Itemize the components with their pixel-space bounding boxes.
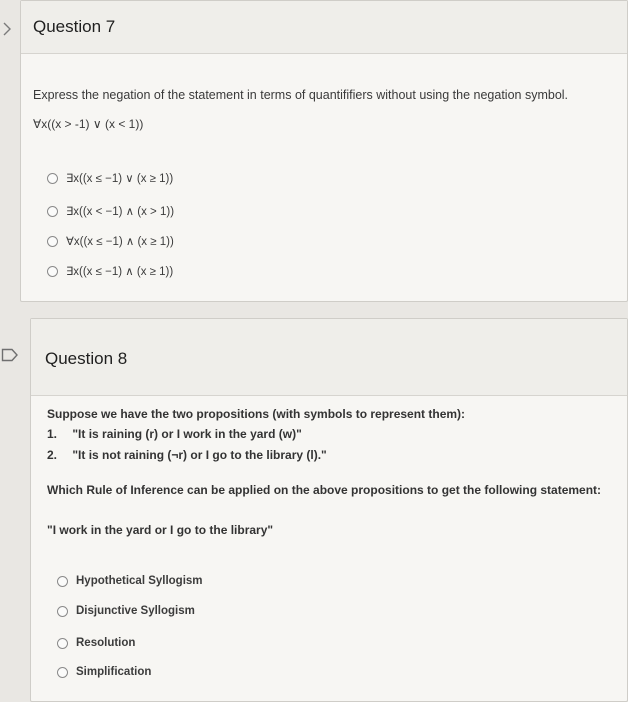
radio-button[interactable] bbox=[47, 266, 58, 277]
proposition-1-number: 1. bbox=[47, 427, 58, 441]
radio-button[interactable] bbox=[57, 638, 68, 649]
q7-option-1-label: ∃x((x ≤ −1) ∨ (x ≥ 1)) bbox=[66, 173, 174, 185]
chevron-right-icon[interactable] bbox=[2, 22, 12, 36]
q8-option-2[interactable] bbox=[57, 605, 195, 617]
question-7-statement: ∀x((x > -1) ∨ (x < 1)) bbox=[33, 117, 144, 131]
q8-option-3-label: Resolution bbox=[76, 637, 136, 649]
question-7-header bbox=[21, 1, 627, 54]
q8-option-3[interactable] bbox=[57, 637, 135, 649]
q7-option-4-label: ∃x((x ≤ −1) ∧ (x ≥ 1)) bbox=[66, 266, 174, 278]
question-8-card bbox=[30, 318, 628, 702]
question-8-header bbox=[31, 319, 627, 396]
radio-button[interactable] bbox=[47, 173, 58, 184]
q8-option-4[interactable] bbox=[57, 666, 151, 678]
question-8-title: Question 8 bbox=[45, 349, 128, 368]
q8-option-1-label: Hypothetical Syllogism bbox=[76, 575, 203, 587]
q7-option-2-label: ∃x((x < −1) ∧ (x > 1)) bbox=[66, 206, 175, 218]
q7-option-3-label: ∀x((x ≤ −1) ∧ (x ≥ 1)) bbox=[66, 236, 174, 248]
question-8-intro: Suppose we have the two propositions (with symbols to represent them): bbox=[47, 407, 466, 421]
question-8-statement: "I work in the yard or I go to the library" bbox=[47, 523, 274, 537]
radio-button[interactable] bbox=[47, 206, 58, 217]
proposition-2-number: 2. bbox=[47, 448, 58, 462]
q8-option-2-label: Disjunctive Syllogism bbox=[76, 605, 195, 617]
q7-option-4[interactable] bbox=[47, 264, 173, 278]
radio-button[interactable] bbox=[57, 576, 68, 587]
question-8-prompt: Which Rule of Inference can be applied on the above propositions to get the following statement: bbox=[47, 483, 602, 497]
q8-option-4-label: Simplification bbox=[76, 666, 152, 678]
proposition-2-text: "It is not raining (¬r) or I go to the library (l)." bbox=[72, 448, 327, 462]
proposition-2 bbox=[47, 448, 327, 462]
radio-button[interactable] bbox=[57, 606, 68, 617]
q7-option-3[interactable] bbox=[47, 234, 174, 248]
flag-outline-icon[interactable] bbox=[1, 348, 19, 362]
q7-option-2[interactable] bbox=[47, 204, 174, 218]
radio-button[interactable] bbox=[57, 667, 68, 678]
q8-option-1[interactable] bbox=[57, 575, 203, 587]
q7-option-1[interactable] bbox=[47, 171, 173, 185]
question-7-title: Question 7 bbox=[33, 17, 116, 36]
proposition-1 bbox=[47, 427, 302, 441]
question-7-prompt: Express the negation of the statement in terms of quantififiers without using the negation symbol. bbox=[33, 88, 569, 102]
proposition-1-text: "It is raining (r) or I work in the yard (w)" bbox=[72, 427, 302, 441]
radio-button[interactable] bbox=[47, 236, 58, 247]
question-7-card bbox=[20, 0, 628, 302]
